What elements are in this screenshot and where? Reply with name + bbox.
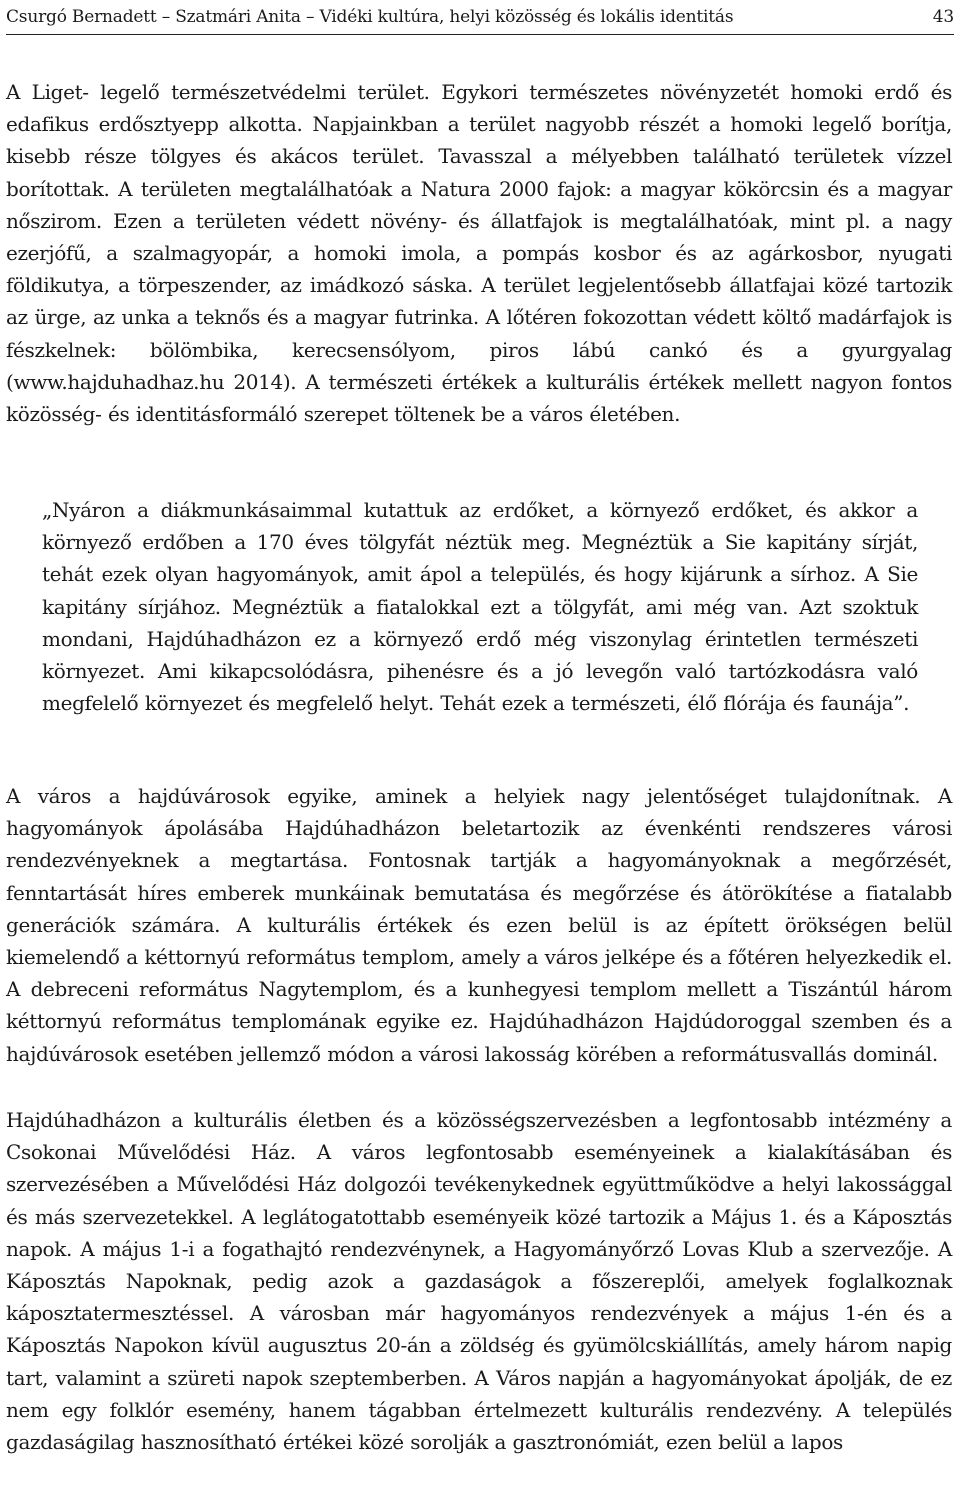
paragraph-liget-legelo: A Liget- legelő természetvédelmi terület. Egykori természetes növényzetét homoki erdő és edafikus erdősztyepp alkotta. Napjainkban a terület nagyobb részét a homoki legelő borítja, kisebb része tölgyes és akácos terület. Tavasszal a mélyebben található területek vízzel borítottak. A területen megtalálhatóak a Natura 2000 fajok: a magyar kökörcsin és a magyar nőszirom. Ezen a területen védett növény- és állatfajok is megtalálhatóak, mint pl. a nagy ezerjófű, a szalmagyopár, a homoki imola, a pompás kosbor és az agárkosbor, nyugati földikutya, a törpeszender, az imádkozó sáska. A terület legjelentősebb állatfajai közé tartozik az ürge, az unka a teknős és a magyar futrinka. A lőtéren fokozottan védett költő madárfajok is fészkelnek: bölömbika, kerecsensólyom, piros lábú cankó és a gyurgyalag (www.hajduhadhaz.hu 2014). A természeti értékek a kulturális értékek mellett nagyon fontos közösség- és identitásformáló szerepet töltenek be a város életében. — [6, 80, 952, 427]
running-header — [6, 0, 954, 35]
paragraph-hajduvarosok: A város a hajdúvárosok egyike, aminek a helyiek nagy jelentőséget tulajdonítnak. A hagyományok ápolásába Hajdúhadházon beletartozik az évenkénti rendszeres városi rendezvényeknek a megtartása. Fontosnak tartják a hagyományoknak a megőrzését, fenntartását híres emberek munkáinak bemutatása és megőrzése és átörökítése a fiatalabb generációk számára. A kulturális értékek és ezen belül is az épített örökségen belül kiemelendő a kéttornyú református templom, amely a város jelképe és a főtéren helyezkedik el. A debreceni református Nagytemplom, és a kunhegyesi templom mellett a Tiszántúl három kéttornyú református templomának egyike ez. Hajdúhadházon Hajdúdoroggal szemben és a hajdúvárosok esetében jellemző módon a városi lakosság körében a reformátusvallás dominál. — [6, 784, 952, 1066]
paragraph-muvelodesi-haz: Hajdúhadházon a kulturális életben és a közösségszervezésben a legfontosabb intézmény a Csokonai Művelődési Ház. A város legfontosabb eseményeinek a kialakításában és szervezésében a Művelődési Ház dolgozói tevékenykednek együttműködve a helyi lakossággal és más szervezetekkel. A leglátogatottabb eseményeik közé tartozik a Május 1. és a Káposztás napok. A május 1-i a fogathajtó rendezvénynek, a Hagyományőrző Lovas Klub a szervezője. A Káposztás Napoknak, pedig azok a gazdaságok a főszereplői, amelyek foglalkoznak káposztatermesztéssel. A városban már hagyományos rendezvények a május 1-én és a Káposztás Napokon kívül augusztus 20-án a zöldség és gyümölcskiállítás, amely három napig tart, valamint a szüreti napok szeptemberben. A Város napján a hagyományokat ápolják, de ez nem egy folklór esemény, hanem tágabban értelmezett kulturális rendezvény. A település gazdaságilag hasznosítható értékei közé sorolják a gasztronómiát, ezen belül a lapos — [6, 1108, 952, 1455]
header-title: Csurgó Bernadett – Szatmári Anita – Vidéki kultúra, helyi közösség és lokális identitás — [6, 7, 734, 27]
page-number: 43 — [932, 7, 954, 27]
interview-quote: „Nyáron a diákmunkásaimmal kutattuk az erdőket, a környező erdőket, és akkor a környező erdőben a 170 éves tölgyfát néztük meg. Megnéztük a Sie kapitány sírját, tehát ezek olyan hagyományok, amit ápol a település, és hogy kijárunk a sírhoz. A Sie kapitány sírjához. Megnéztük a fiatalokkal ezt a tölgyfát, ami még van. Azt szoktuk mondani, Hajdúhadházon ez a környező erdő még viszonylag érintetlen természeti környezet. Ami kikapcsolódásra, pihenésre és a jó levegőn való tartózkodásra való megfelelő környezet és megfelelő helyt. Tehát ezek a természeti, élő flórája és faunája”. — [42, 498, 918, 716]
